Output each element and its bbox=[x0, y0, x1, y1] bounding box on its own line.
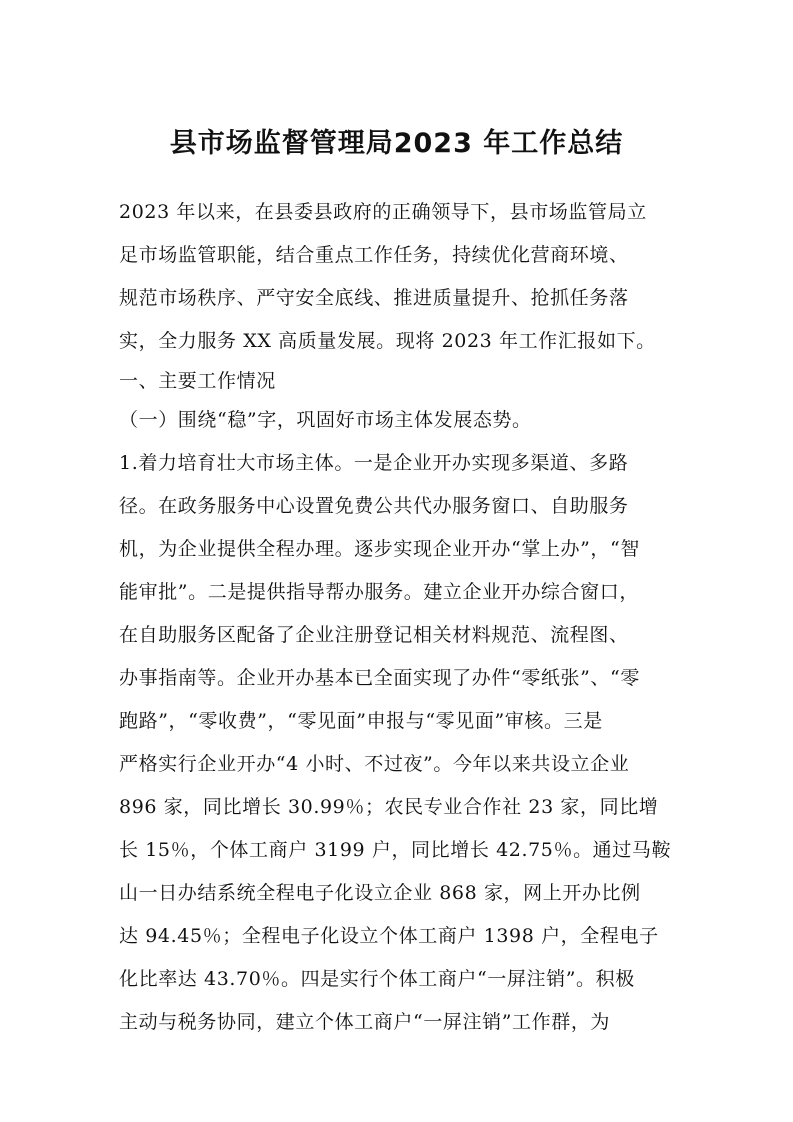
body-line-16: 长 15％，个体工商户 3199 户，同比增长 42.75％。通过马鞍 bbox=[119, 839, 672, 861]
body-line-19: 化比率达 43.70％。四是实行个体工商户“一屏注销”。积极 bbox=[119, 968, 635, 990]
body-line-15: 896 家，同比增长 30.99％；农民专业合作社 23 家，同比增 bbox=[119, 796, 659, 818]
body-line-20: 主动与税务协同，建立个体工商户“一屏注销”工作群，为 bbox=[119, 1011, 611, 1033]
body-line-4: 实，全力服务 XX 高质量发展。现将 2023 年工作汇报如下。 bbox=[119, 330, 656, 352]
subsection-heading-stability: （一）围绕“稳”字，巩固好市场主体发展态势。 bbox=[119, 409, 532, 431]
section-heading-main-work: 一、主要工作情况 bbox=[119, 370, 276, 392]
body-line-17: 山一日办结系统全程电子化设立企业 868 家，网上开办比例 bbox=[119, 882, 641, 904]
body-line-13: 跑路”，“零收费”，“零见面”申报与“零见面”审核。三是 bbox=[119, 710, 603, 732]
body-line-10: 能审批”。二是提供指导帮办服务。建立企业开办综合窗口， bbox=[119, 581, 639, 603]
body-line-18: 达 94.45％；全程电子化设立个体工商户 1398 户，全程电子 bbox=[119, 925, 659, 947]
body-line-8: 径。在政务服务中心设置免费公共代办服务窗口、自助服务 bbox=[119, 495, 629, 517]
document-title: 县市场监督管理局2023 年工作总结 bbox=[169, 128, 624, 159]
body-line-12: 办事指南等。企业开办基本已全面实现了办件“零纸张”、“零 bbox=[119, 667, 640, 689]
body-line-7: 1.着力培育壮大市场主体。一是企业开办实现多渠道、多路 bbox=[119, 452, 629, 474]
body-line-14: 严格实行企业开办“4 小时、不过夜”。今年以来共设立企业 bbox=[119, 753, 630, 775]
body-line-2: 足市场监管职能，结合重点工作任务，持续优化营商环境、 bbox=[119, 244, 629, 266]
body-line-9: 机，为企业提供全程办理。逐步实现企业开办“掌上办”，“智 bbox=[119, 538, 640, 560]
body-line-3: 规范市场秩序、严守安全底线、推进质量提升、抢抓任务落 bbox=[119, 287, 629, 309]
body-line-11: 在自助服务区配备了企业注册登记相关材料规范、流程图、 bbox=[119, 624, 629, 646]
body-line-1: 2023 年以来，在县委县政府的正确领导下，县市场监管局立 bbox=[119, 201, 647, 223]
